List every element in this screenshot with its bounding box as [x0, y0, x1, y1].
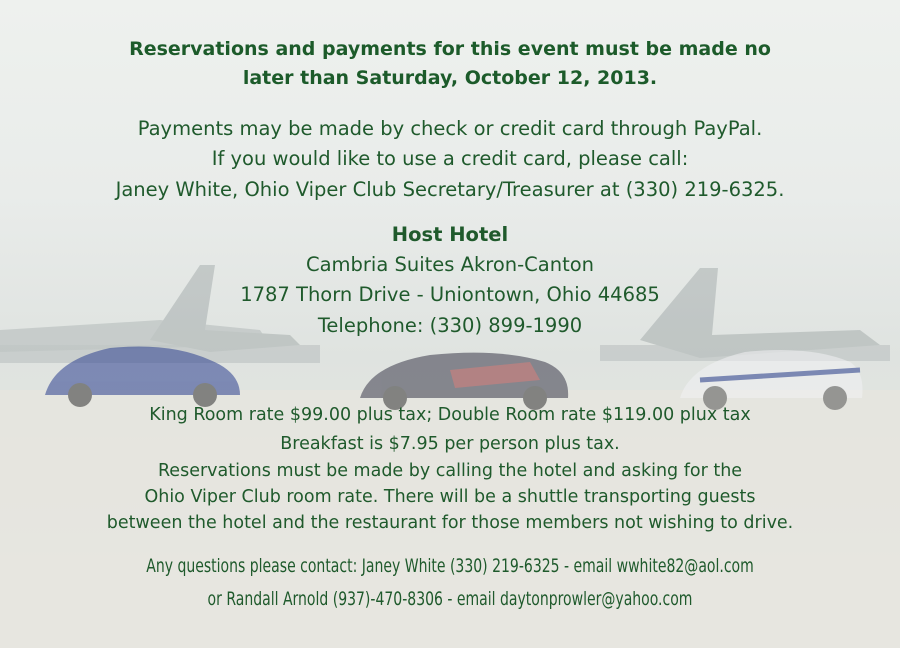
payment-line-3: Janey White, Ohio Viper Club Secretary/Treasurer at (330) 219-6325.	[115, 178, 785, 201]
rates-line-2: Breakfast is $7.95 per person plus tax.	[280, 434, 620, 454]
deadline-line-1: Reservations and payments for this event must be made no	[129, 38, 771, 60]
rates-line-3: Reservations must be made by calling the hotel and asking for the	[157, 461, 743, 481]
deadline-line-2: later than Saturday, October 12, 2013.	[242, 67, 658, 89]
payment-line-2: If you would like to use a credit card, please call:	[211, 147, 689, 170]
rates-line-5: between the hotel and the restaurant for those members not wishing to drive.	[106, 513, 794, 533]
contact-line-1: Any questions please contact: Janey White (330) 219-6325 - email wwhite82@aol.com	[146, 555, 754, 577]
hotel-name: Cambria Suites Akron-Canton	[305, 253, 595, 276]
payment-line-1: Payments may be made by check or credit card through PayPal.	[137, 117, 763, 140]
contact-line-2: or Randall Arnold (937)-470-8306 - email daytonprowler@yahoo.com	[207, 588, 693, 610]
rates-line-4: Ohio Viper Club room rate. There will be a shuttle transporting guests	[144, 487, 756, 507]
hotel-address: 1787 Thorn Drive - Uniontown, Ohio 44685	[240, 283, 660, 306]
hotel-heading: Host Hotel	[391, 223, 509, 246]
hotel-phone: Telephone: (330) 899-1990	[317, 314, 583, 337]
rates-line-1: King Room rate $99.00 plus tax; Double Room rate $119.00 plux tax	[149, 405, 751, 425]
